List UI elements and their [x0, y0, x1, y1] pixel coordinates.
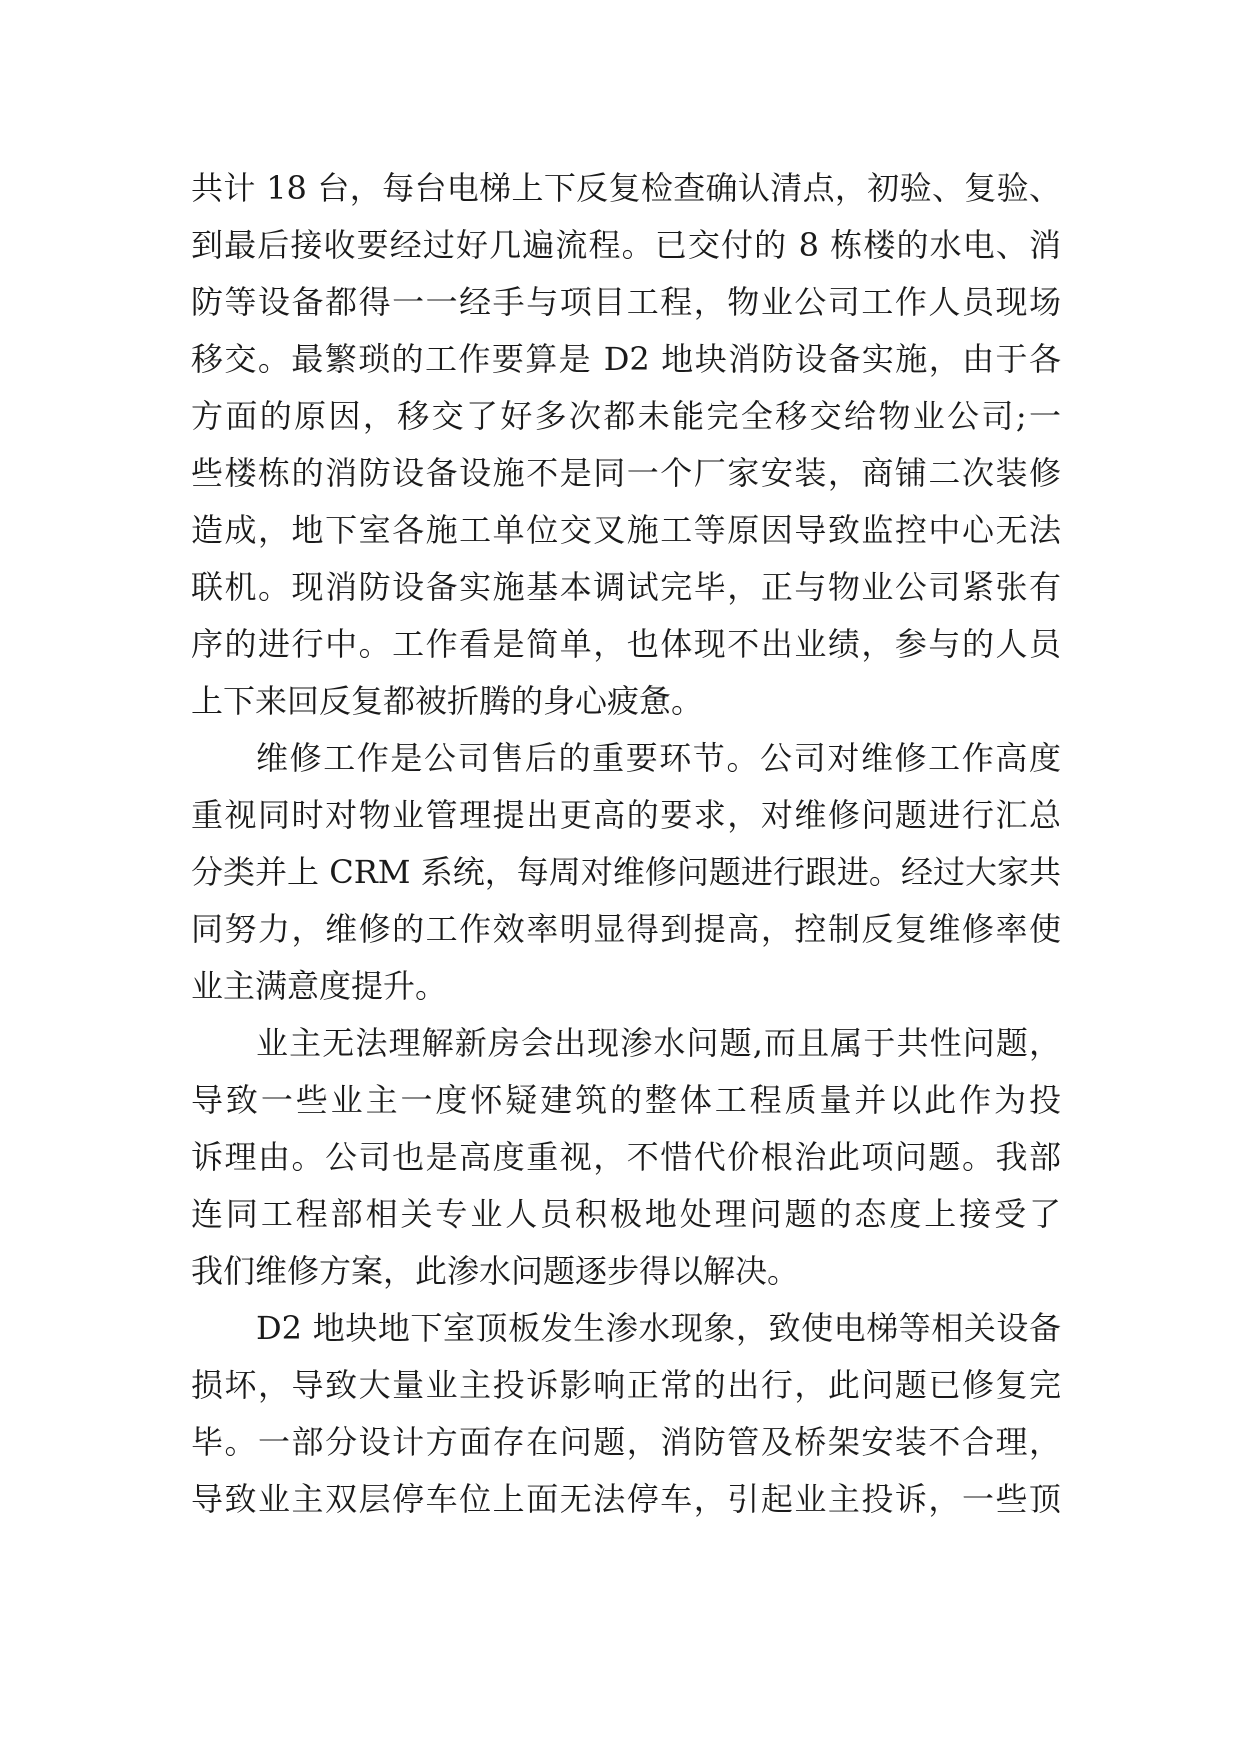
text-line: 诉理由。公司也是高度重视，不惜代价根治此项问题。我部: [191, 1138, 1061, 1176]
text-line: 分类并上 CRM 系统，每周对维修问题进行跟进。经过大家共: [191, 853, 1061, 891]
text-line: 共计 18 台，每台电梯上下反复检查确认清点，初验、复验、: [191, 169, 1061, 207]
paragraph-first-line: 维修工作是公司售后的重要环节。公司对维修工作高度: [256, 739, 1061, 777]
text-line: 上下来回反复都被折腾的身心疲惫。: [191, 682, 704, 720]
text-line: 移交。最繁琐的工作要算是 D2 地块消防设备实施，由于各: [191, 340, 1061, 378]
text-line: 导致业主双层停车位上面无法停车，引起业主投诉，一些顶: [191, 1480, 1061, 1518]
body-text: [191, 160, 1061, 1528]
text-line: 损坏，导致大量业主投诉影响正常的出行，此问题已修复完: [191, 1366, 1061, 1404]
text-line: 序的进行中。工作看是简单，也体现不出业绩，参与的人员: [191, 625, 1061, 663]
text-line: 毕。一部分设计方面存在问题，消防管及桥架安装不合理，: [191, 1423, 1061, 1461]
text-line: 我们维修方案，此渗水问题逐步得以解决。: [191, 1252, 800, 1290]
text-line: 到最后接收要经过好几遍流程。已交付的 8 栋楼的水电、消: [191, 226, 1061, 264]
text-line: 联机。现消防设备实施基本调试完毕，正与物业公司紧张有: [191, 568, 1061, 606]
text-line: 些楼栋的消防设备设施不是同一个厂家安装，商铺二次装修: [191, 454, 1061, 492]
text-line: 防等设备都得一一经手与项目工程，物业公司工作人员现场: [191, 283, 1061, 321]
text-line: 连同工程部相关专业人员积极地处理问题的态度上接受了: [191, 1195, 1061, 1233]
paragraph-first-line: D2 地块地下室顶板发生渗水现象，致使电梯等相关设备: [256, 1309, 1061, 1347]
text-line: 方面的原因，移交了好多次都未能完全移交给物业公司;一: [191, 397, 1061, 435]
text-line: 业主满意度提升。: [191, 967, 448, 1005]
text-line: 同努力，维修的工作效率明显得到提高，控制反复维修率使: [191, 910, 1061, 948]
text-line: 重视同时对物业管理提出更高的要求，对维修问题进行汇总: [191, 796, 1061, 834]
paragraph-first-line: 业主无法理解新房会出现渗水问题,而且属于共性问题，: [256, 1024, 1061, 1062]
text-line: 导致一些业主一度怀疑建筑的整体工程质量并以此作为投: [191, 1081, 1061, 1119]
text-line: 造成，地下室各施工单位交叉施工等原因导致监控中心无法: [191, 511, 1061, 549]
